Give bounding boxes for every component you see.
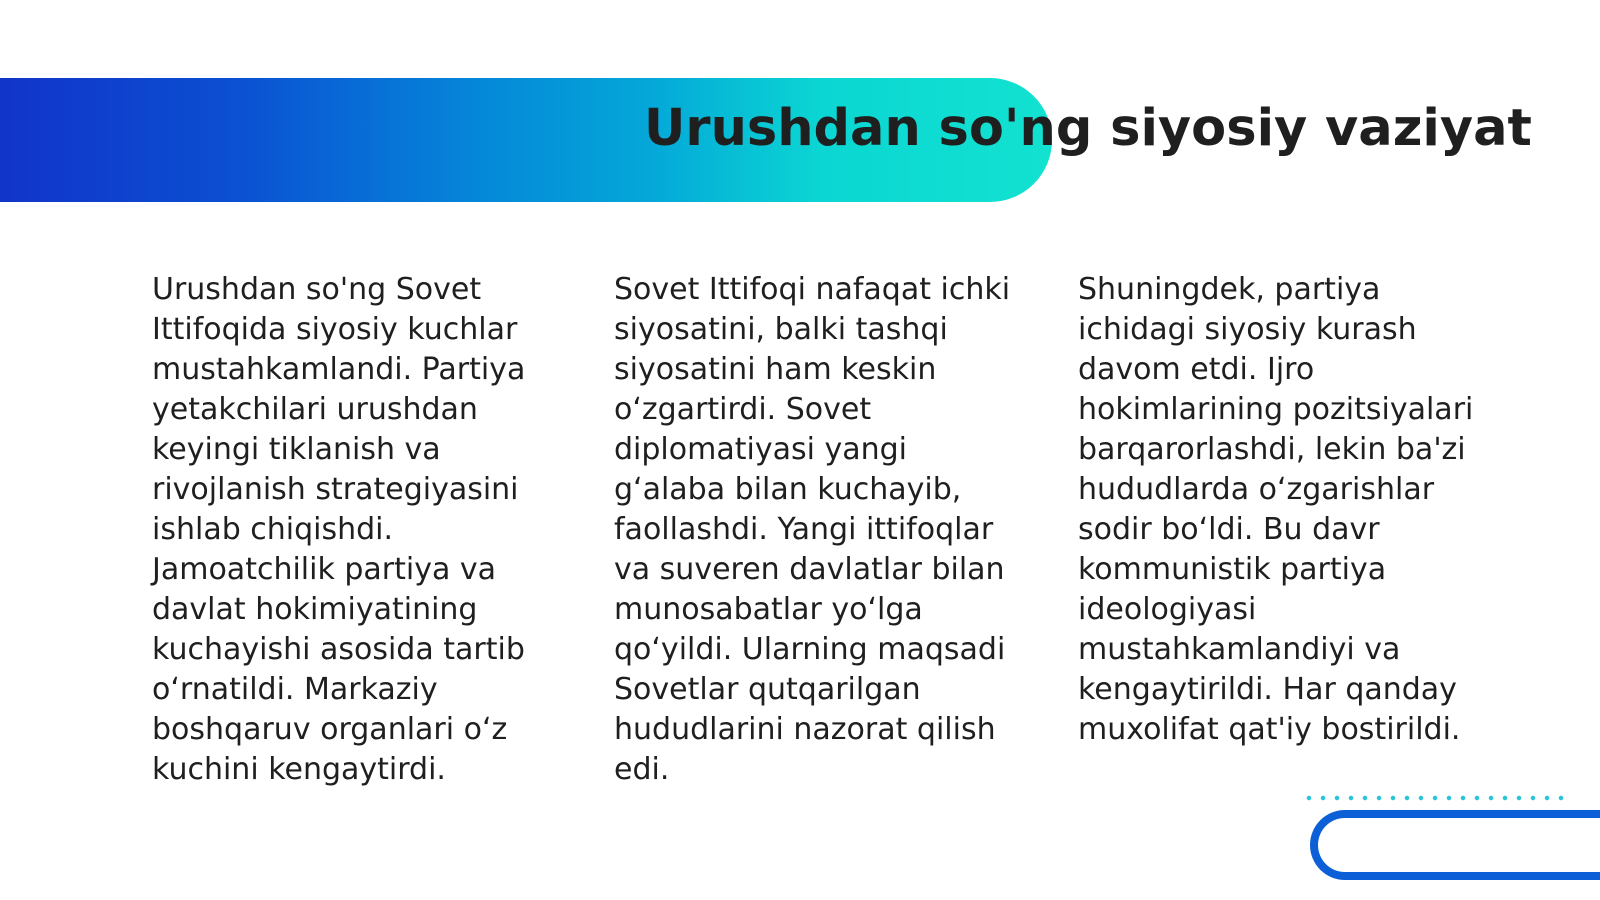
slide-title: Urushdan so'ng siyosiy vaziyat — [644, 99, 1532, 158]
text-column-1: Urushdan so'ng Sovet Ittifoqida siyosiy kuchlar mustahkamlandi. Partiya yetakchilari urushdan keyingi tiklanish va rivojlanish strategiyasini ishlab chiqishdi. Jamoatchilik partiya va davlat hokimiyatining kuchayishi asosida tartib o‘rnatildi. Markaziy boshqaruv organlari o‘z kuchini kengaytirdi. — [152, 272, 526, 787]
decorative-dot-row — [1302, 795, 1564, 801]
decorative-pill-outline — [1310, 810, 1600, 880]
text-column-3: Shuningdek, partiya ichidagi siyosiy kurash davom etdi. Ijro hokimlarining pozitsiyalari barqarorlashdi, lekin ba'zi hududlarda o‘zgarishlar sodir bo‘ldi. Bu davr kommunistik partiya ideologiyasi mustahkamlandiyi va kengaytirildi. Har qanday muxolifat qat'iy bostirildi. — [1078, 272, 1474, 747]
text-column-2: Sovet Ittifoqi nafaqat ichki siyosatini, balki tashqi siyosatini ham keskin o‘zgartirdi. Sovet diplomatiyasi yangi g‘alaba bilan kuchayib, faollashdi. Yangi ittifoqlar va suveren davlatlar bilan munosabatlar yo‘lga qo‘yildi. Ularning maqsadi Sovetlar qutqarilgan hududlarini nazorat qilish edi. — [614, 272, 1011, 787]
